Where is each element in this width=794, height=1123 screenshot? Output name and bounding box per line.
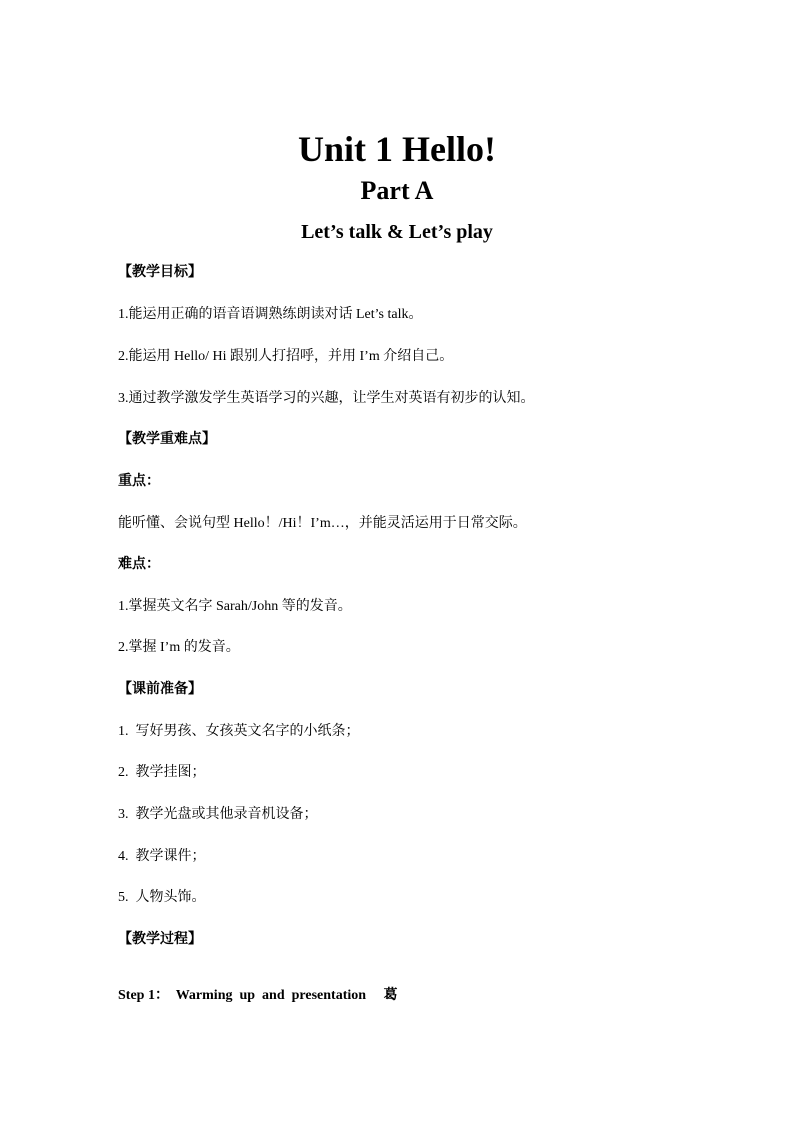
key-points-heading: 【教学重难点】: [118, 432, 216, 447]
difficulty-item-2: 2.掌握 I’m 的发音。: [118, 640, 240, 655]
unit-title: Unit 1 Hello!: [298, 129, 496, 169]
preparation-heading: 【课前准备】: [118, 682, 202, 697]
goal-item-3: 3.通过教学激发学生英语学习的兴趣，让学生对英语有初步的认知。: [118, 391, 535, 406]
focus-label: 重点：: [118, 474, 160, 489]
process-heading: 【教学过程】: [118, 932, 202, 947]
difficulty-label: 难点：: [118, 557, 160, 572]
goal-item-1: 1.能运用正确的语音语调熟练朗读对话 Let’s talk。: [118, 307, 423, 322]
focus-text: 能听懂、会说句型 Hello！/Hi！I’m…，并能灵活运用于日常交际。: [118, 516, 527, 531]
goal-item-2: 2.能运用 Hello/ Hi 跟别人打招呼，并用 I’m 介绍自己。: [118, 349, 454, 364]
part-title: Part A: [360, 176, 434, 205]
step-1-heading: Step 1： Warming up and presentation 葛: [118, 988, 398, 1003]
prep-item-1: 1. 写好男孩、女孩英文名字的小纸条；: [118, 724, 360, 739]
prep-item-5: 5. 人物头饰。: [118, 890, 206, 905]
prep-item-3: 3. 教学光盘或其他录音机设备；: [118, 807, 318, 822]
lesson-title: Let’s talk & Let’s play: [301, 221, 493, 243]
difficulty-item-1: 1.掌握英文名字 Sarah/John 等的发音。: [118, 599, 352, 614]
prep-item-2: 2. 教学挂图；: [118, 765, 206, 780]
goals-heading: 【教学目标】: [118, 265, 202, 280]
prep-item-4: 4. 教学课件；: [118, 849, 206, 864]
